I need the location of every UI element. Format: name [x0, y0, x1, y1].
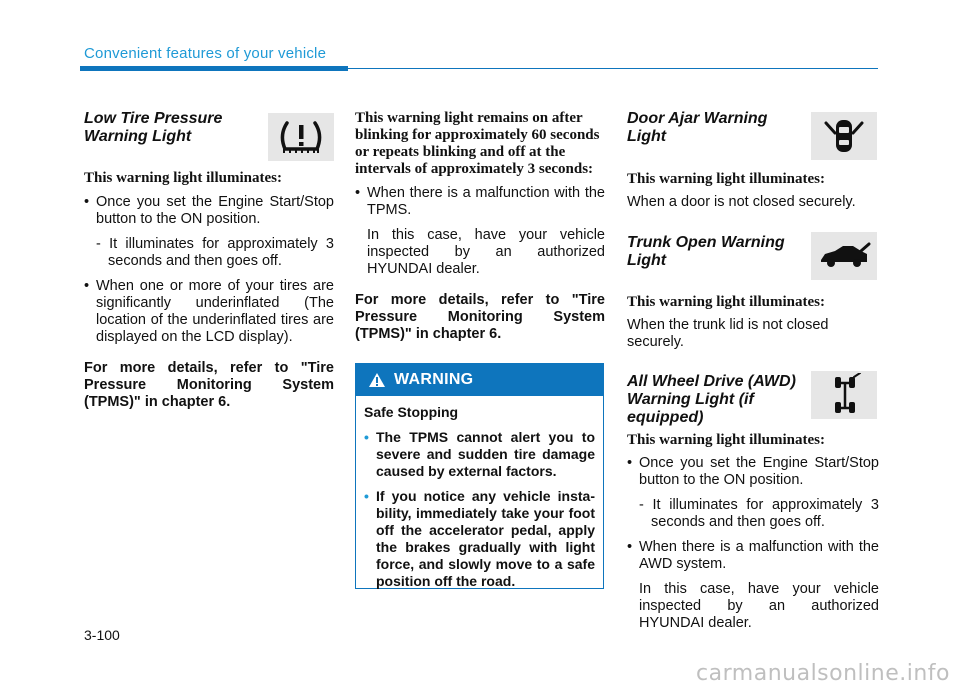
list-subitem: In this case, have your vehicle inspected by an authorized HYUNDAI dealer.: [367, 227, 605, 277]
reference-note: For more details, refer to "Tire Pressure Monitoring System (TPMS)" in chapter 6.: [84, 360, 334, 410]
section-title: Trunk Open Warning Light: [627, 234, 785, 269]
page-number: 3-100: [84, 627, 120, 643]
column-tpms-malfunction: [355, 110, 605, 343]
list-subitem: - It illuminates for approximately 3 seconds and then goes off.: [96, 236, 334, 269]
blinking-heading: This warning light remains on after blinking for approximately 60 seconds or repeats blinking and off at the intervals of approximately 3 seconds:: [355, 110, 600, 177]
trunk-open-icon: [811, 232, 877, 280]
column-low-tire-pressure: [84, 110, 334, 411]
section-title: Low Tire Pressure Warning Light: [84, 110, 223, 145]
list-subitem: - It illuminates for approximately 3 seconds and then goes off.: [639, 497, 879, 530]
illuminates-heading: This warning light illuminates:: [627, 432, 825, 448]
tire-pressure-warning-icon: [268, 113, 334, 161]
header-accent-bar: [80, 66, 348, 71]
warning-item: • The TPMS cannot alert you to severe and sudden tire damage caused by external factors.: [364, 429, 595, 480]
header-rule: [348, 68, 878, 69]
warning-box: [355, 363, 604, 589]
illuminates-heading: This warning light illuminates:: [627, 171, 825, 187]
chapter-title: Convenient features of your vehicle: [84, 45, 327, 62]
warning-title: WARNING: [394, 371, 474, 388]
warning-subtitle: Safe Stopping: [364, 404, 459, 420]
door-ajar-icon: [811, 112, 877, 160]
section-title: Door Ajar Warning Light: [627, 110, 768, 145]
section-header: [84, 110, 334, 160]
column-door-trunk-awd: [627, 110, 879, 632]
warning-item: • If you notice any vehicle instability, immediately take your foot off the accelerator pedal, apply the brakes gradually with light force, and slowly move to a safe position off the road.: [364, 488, 595, 590]
door-text: When a door is not closed securely.: [627, 194, 856, 210]
list-item: • Once you set the Engine Start/Stop button to the ON position.: [627, 455, 879, 489]
list-item: • When one or more of your tires are significantly underinflated (The location of the underinflated tires are displayed on the LCD display).: [84, 278, 334, 346]
list-item: • When there is a malfunction with the AWD system.: [627, 539, 879, 573]
section-header: [627, 373, 879, 427]
section-header: [627, 110, 879, 160]
illuminates-heading: This warning light illuminates:: [627, 294, 825, 310]
reference-note: For more details, refer to "Tire Pressure Monitoring System (TPMS)" in chapter 6.: [355, 292, 605, 342]
illuminates-heading: This warning light illuminates:: [84, 170, 282, 186]
site-watermark: carmanualsonline.info: [696, 661, 950, 686]
warning-header: [356, 364, 603, 396]
list-item: • Once you set the Engine Start/Stop button to the ON position.: [84, 194, 334, 228]
list-subitem: In this case, have your vehicle inspected by an authorized HYUNDAI dealer.: [639, 581, 879, 631]
awd-icon: [811, 371, 877, 419]
trunk-text: When the trunk lid is not closed securely.: [627, 317, 829, 350]
section-header: [627, 234, 879, 284]
warning-triangle-icon: [368, 372, 386, 388]
section-title: All Wheel Drive (AWD) Warning Light (if equipped): [627, 373, 796, 426]
list-item: • When there is a malfunction with the TPMS.: [355, 185, 605, 219]
warning-body: [356, 396, 603, 590]
